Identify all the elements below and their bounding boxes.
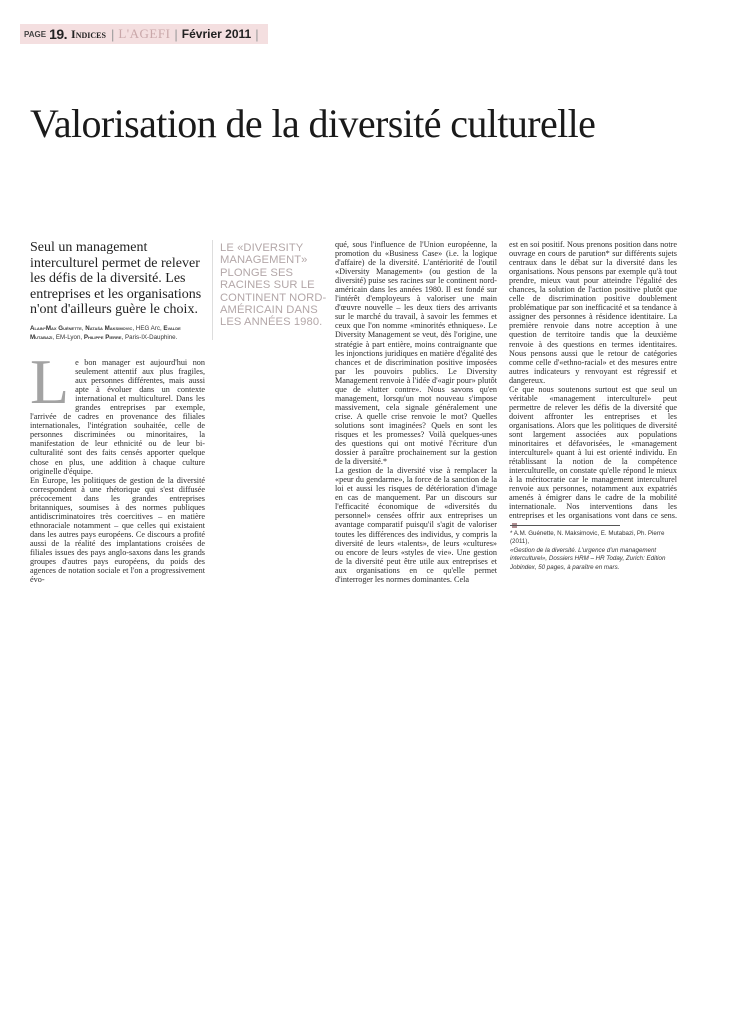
pullquote-divider <box>212 240 213 340</box>
drop-cap: L <box>30 346 70 417</box>
page-number: 19. <box>49 26 68 42</box>
header-separator: | <box>174 26 178 42</box>
section-name: Indices <box>71 26 106 41</box>
header-separator-end: | <box>255 26 259 42</box>
text-column-3 <box>509 240 677 530</box>
byline-sep: , <box>81 325 86 332</box>
author-name: Alain-Max Guénette <box>30 325 82 332</box>
body-paragraph: La gestion de la diversité vise à remplacer la «peur du gendarme», la force de la sanction de la loi et aussi les risques de détérioration d'image en cas de manquement. Par un discours sur l'efficacité économique de «diversités du personnel» censées offrir aux entreprises un avantage comparatif puisqu'il s'agit de valoriser toutes les différences des individus, y compris la diversité de leurs «talents», de leurs «cultures» ou encore de leurs «styles de vie». Une gestion de la diversité peut être utile aux entreprises et aux organisations en ce qu'elle permet d'interroger les normes dominantes. Cela <box>335 466 497 584</box>
issue-date: Février 2011 <box>181 27 252 41</box>
author-affiliation: , HEG Arc, <box>132 325 164 332</box>
page-header <box>20 24 268 44</box>
publication-name: L'AGEFI <box>118 26 171 41</box>
body-paragraph: e bon manager est aujourd'hui non seulement attentif aux plus fragiles, aux personnes différentes, mais aussi apte à évoluer dans un contexte international et multiculturel. Dans les grandes entreprises par exemple, l'arrivée de cadres en provenance des filiales internationales, l'intégration souhaitée, celle de personnes discriminées ou minoritaires, la manifestation de leur ethnicité ou de leur bi-culturalité sont des faits censés apporter quelque chose en plus, une addition à chaque culture originelle d'équipe. <box>30 358 205 476</box>
body-paragraph: En Europe, les politiques de gestion de la diversité correspondent à une rhétorique qui s'est diffusée précocement dans les grandes entreprises britanniques, soumises à des normes publiques antidiscriminatoires très coercitives – en matière ethnoraciale notamment – que celles qui existaient dans les autres pays européens. Ce discours a profité aussi de la réalité des implantations croisées de filiales issues des pays anglo-saxons dans les grands groupes d'autres pays européens, du poids des agences de notation sociale et l'on a progressivement évo- <box>30 475 205 585</box>
author-name: Nataša Maksimovic <box>85 325 133 332</box>
article-lead: Seul un management interculturel permet de relever les défis de la diversité. Les entreprises et les organisations n'ont d'ailleurs guère le choix. <box>30 240 202 317</box>
footnote-authors: * A.M. Guénette, N. Maksimovic, E. Mutabazi, Ph. Pierre (2011), <box>510 530 665 546</box>
text-column-2 <box>335 240 497 584</box>
article-title: Valorisation de la diversité culturelle <box>30 101 596 146</box>
page-prefix: PAGE <box>24 29 47 39</box>
footnote-divider <box>510 525 620 526</box>
author-byline <box>30 325 205 342</box>
text-column-1 <box>30 346 205 585</box>
footnote-reference: «Gestion de la diversité. L'urgence d'un management interculturel», Dossiers HRM – HR Today, Zurich: Edition Jobindex, 50 pages, à paraître en mars. <box>510 546 666 571</box>
body-text: Ce que nous soutenons surtout est que seul un véritable «management interculturel» peut permettre de relever les défis de la diversité que doivent affronter les entreprises et les organisations. Alors que les politiques de diversité sont largement associées aux populations minoritaires et défavorisées, le «management interculturel» quant à lui est orienté individu. En rétablissant la notion de la compétence interculturelle, on constate qu'elle répond le mieux à la méritocratie car le management interculturel renvoie aux personnes, notamment aux expatriés amenés à émigrer dans le cadre de la mobilité internationale. Nos interventions dans les entreprises et les organisations vont dans ce sens. <box>509 384 677 521</box>
body-paragraph-last <box>509 385 677 530</box>
header-separator: | <box>110 26 115 42</box>
author-affiliation: , Paris-IX-Dauphine. <box>121 333 178 341</box>
footnote <box>510 530 678 572</box>
body-paragraph: qué, sous l'influence de l'Union européenne, la promotion du «Business Case» (i.e. la logique d'affaire) de la diversité. L'antériorité de l'outil «Diversity Management» (ou gestion de la diversité) puise ses racines sur le continent nord-américain dans les années 1980. Il est fondé sur l'intérêt d'employeurs à valoriser une main d'œuvre nouvelle – les deux tiers des arrivants sur le marché du travail, à savoir les femmes et ceux que l'on nomme «minorités ethniques». Le Diversity Management se veut, dès l'origine, une stratégie à part entière, moins contraignante que les injonctions juridiques en matière d'égalité des chances et de discrimination positive imposées par les pouvoirs publics. Le Diversity Management renvoie à l'idée d'«agir pour» plutôt que de «lutter contre». Nous savons qu'en management, lorsqu'un mot nouveau s'impose massivement, cela signale généralement une crise. A quelle crise renvoie le mot? Quelles solutions sont imaginées? Quels en sont les risques et les promesses? Voilà quelques-unes des questions qui ont motivé l'écriture d'un dossier à paraître prochainement sur la gestion de la diversité.* <box>335 240 497 467</box>
author-name: Evalde Mutabazi <box>30 325 181 341</box>
author-affiliation: , EM-Lyon, <box>52 333 84 341</box>
author-name: Philippe Pierre <box>83 333 122 341</box>
body-paragraph: est en soi positif. Nous prenons position dans notre ouvrage en cours de parution* sur différents sujets centraux dans le débat sur la diversité dans les organisations. Nous pensons par exemple qu'à tout prendre, mieux vaut pour atteindre l'égalité des chances, la solution de l'action positive plutôt que celle de discrimination positive doublement problématique par son inefficacité et sa tendance à assigner des personnes à résidence identitaire. La première renvoie dans notre acception à une question de territoire tandis que la deuxième renvoie à des questions en termes identitaires. Nous pensons aussi que le retour de catégories comme celle d'«ethno-racial» et des mesures entre autres indicateurs y renvoyant est régressif et dangereux. <box>509 240 677 385</box>
pull-quote: LE «DIVERSITY MANAGEMENT» PLONGE SES RACINES SUR LE CONTINENT NORD-AMÉRICAIN DANS LES ANNÉES 1980. <box>220 242 327 329</box>
